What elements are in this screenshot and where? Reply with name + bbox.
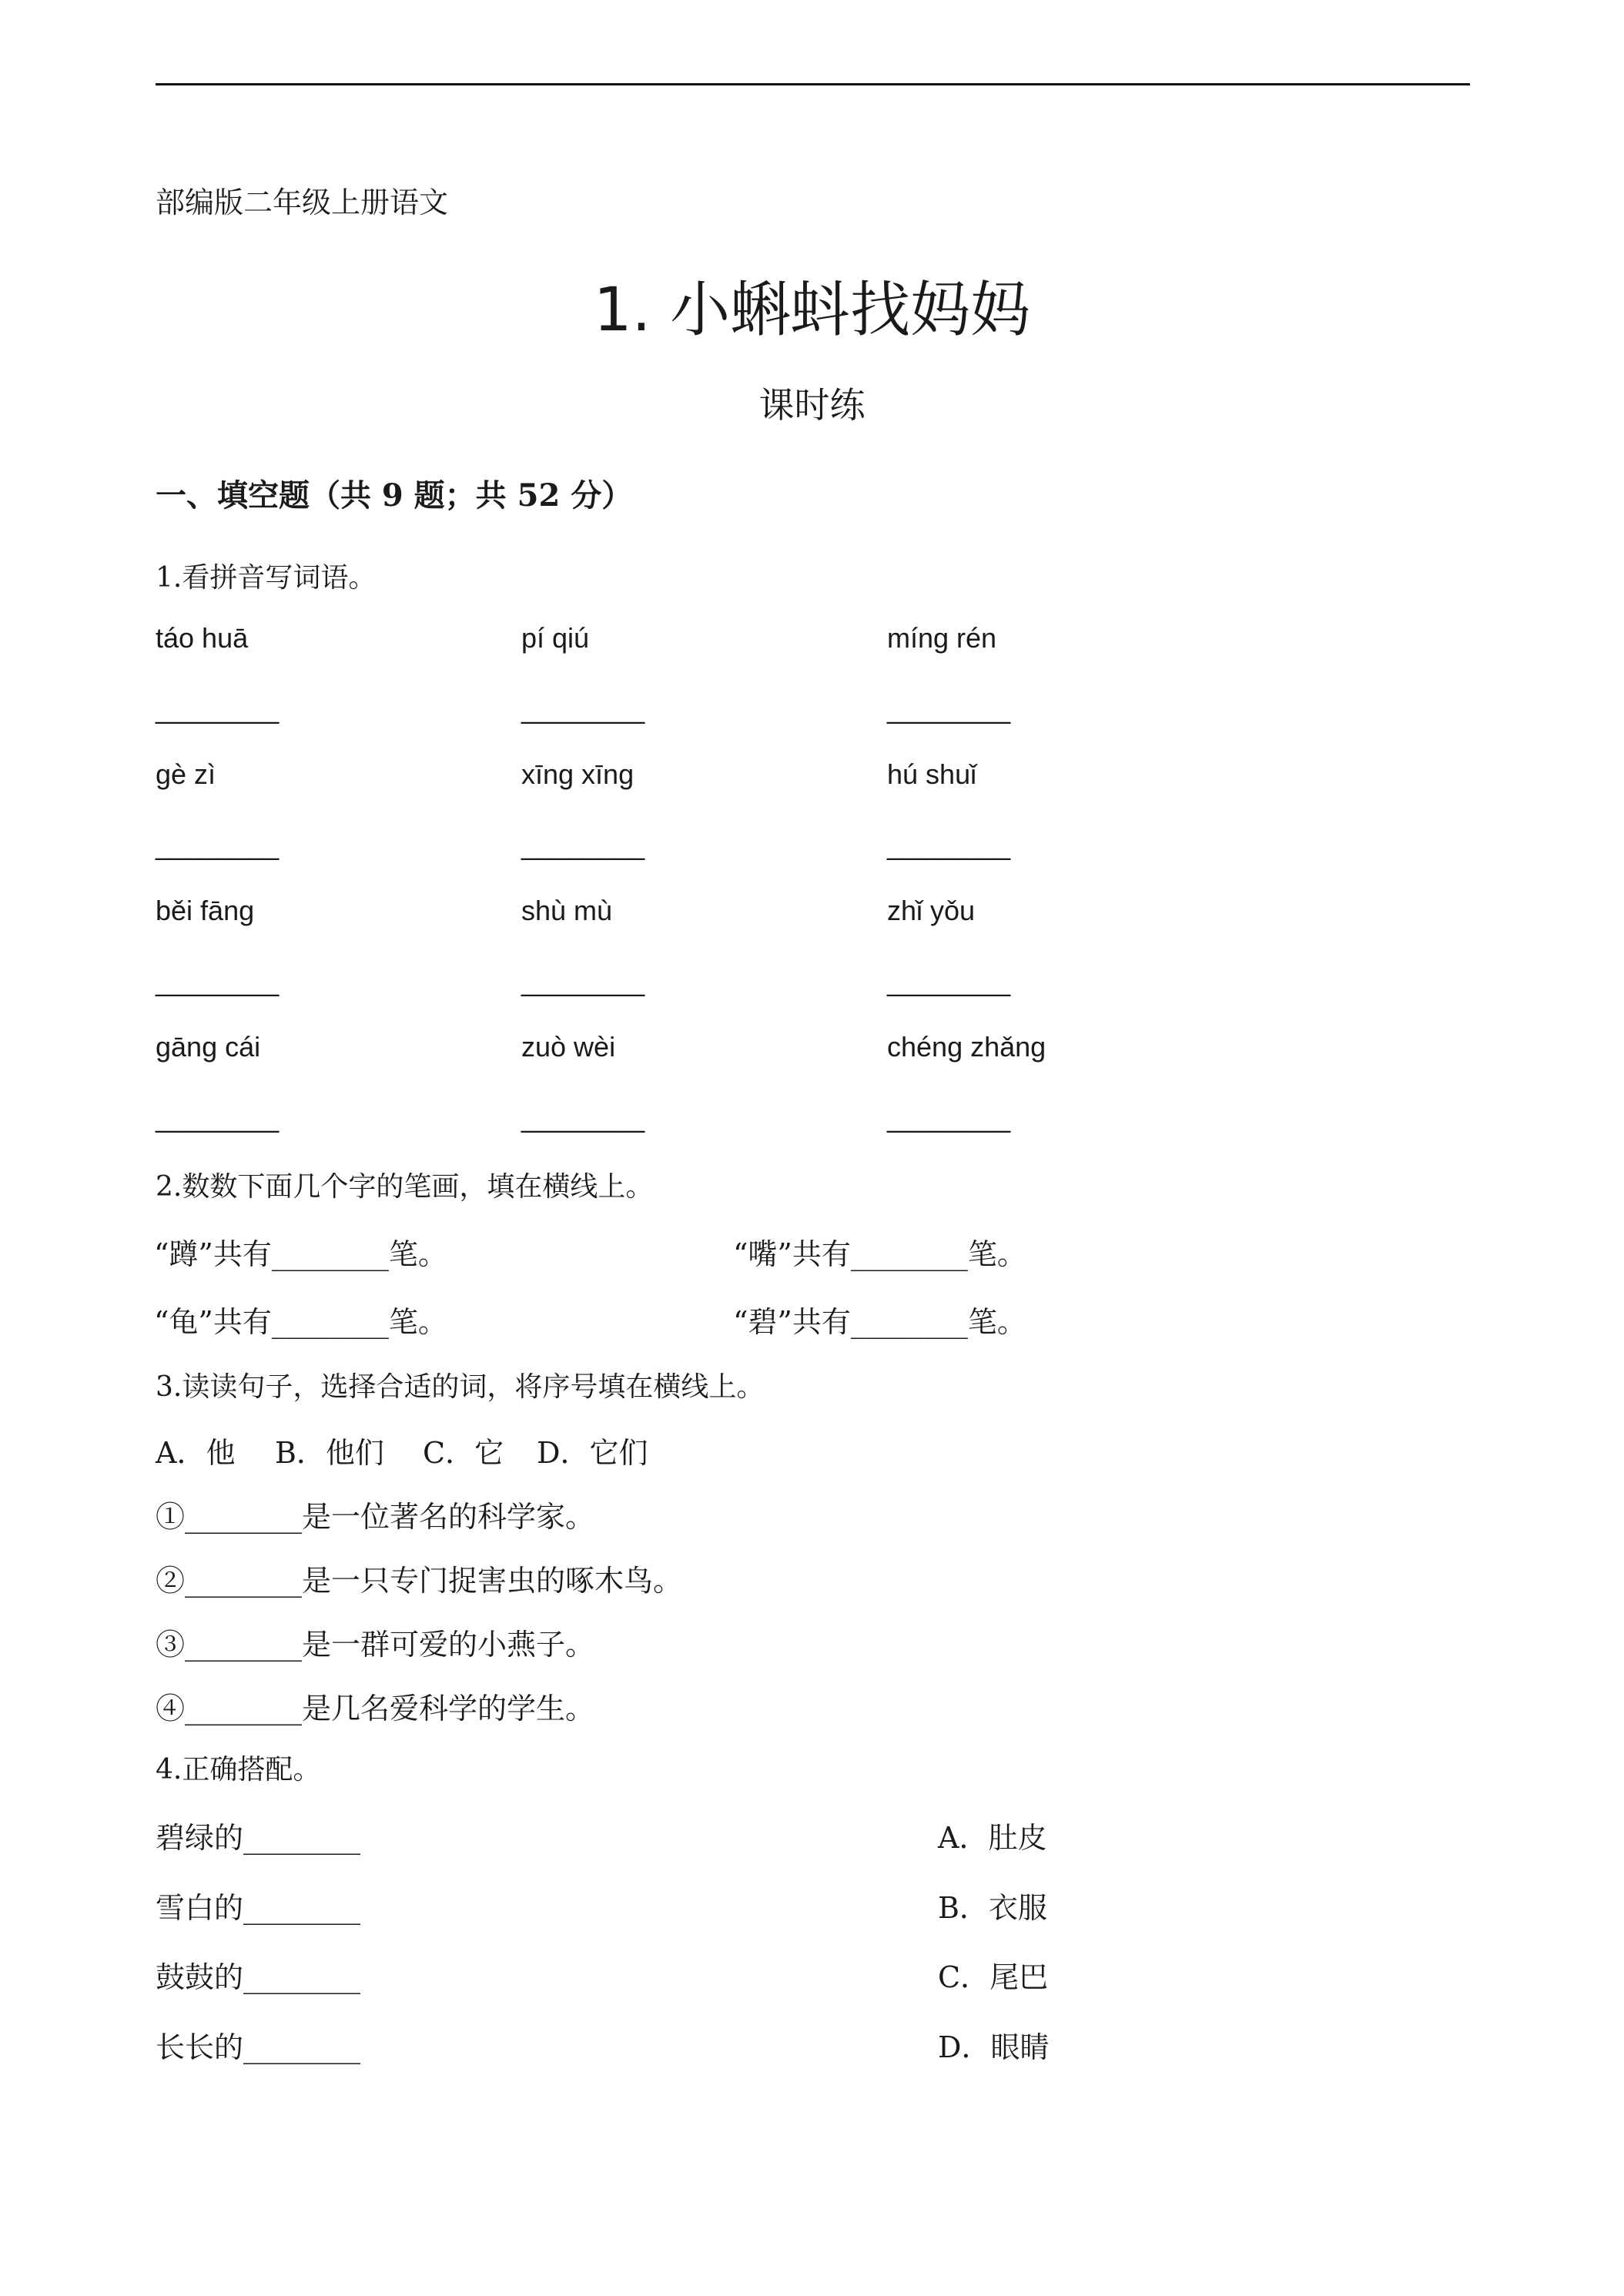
- pinyin-item: míng rén: [887, 622, 997, 654]
- page-subtitle: 课时练: [758, 384, 866, 426]
- match-right-item: B．衣服: [938, 1891, 1047, 1925]
- pinyin-item: hú shuǐ: [887, 758, 977, 790]
- match-right-item: A．肚皮: [938, 1821, 1047, 1855]
- answer-blank[interactable]: ________: [156, 693, 280, 725]
- option-d: D．它们: [537, 1436, 648, 1470]
- match-right-item: D．眼睛: [938, 2030, 1050, 2064]
- answer-blank[interactable]: ________: [156, 966, 280, 997]
- answer-blank[interactable]: ________: [887, 1102, 1011, 1133]
- section-heading: 一、填空题（共 9 题；共 52 分）: [156, 477, 633, 514]
- pinyin-item: táo huā: [156, 622, 249, 654]
- stroke-count-item[interactable]: “蹲”共有________笔。: [154, 1237, 447, 1271]
- option-a: A．他: [156, 1436, 236, 1470]
- stroke-count-item[interactable]: “碧”共有________笔。: [733, 1305, 1026, 1339]
- sentence-item[interactable]: ②________是一只专门捉害虫的啄木鸟。: [156, 1564, 683, 1598]
- pinyin-item: gè zì: [156, 758, 216, 790]
- question-2-title: 2.数数下面几个字的笔画，填在横线上。: [156, 1171, 654, 1203]
- option-b: B．他们: [275, 1436, 384, 1470]
- pinyin-item: chéng zhǎng: [887, 1031, 1046, 1063]
- match-right-item: C．尾巴: [938, 1960, 1049, 1994]
- sentence-item[interactable]: ④________是几名爱科学的学生。: [156, 1692, 595, 1725]
- question-4-title: 4.正确搭配。: [156, 1754, 321, 1786]
- option-c: C．它: [423, 1436, 504, 1470]
- answer-blank[interactable]: ________: [156, 829, 280, 861]
- sentence-item[interactable]: ①________是一位著名的科学家。: [156, 1500, 595, 1534]
- match-left-item[interactable]: 雪白的________: [156, 1891, 361, 1925]
- answer-blank[interactable]: ________: [521, 966, 645, 997]
- match-left-item[interactable]: 鼓鼓的________: [156, 1960, 361, 1994]
- answer-blank[interactable]: ________: [887, 693, 1011, 725]
- answer-blank[interactable]: ________: [887, 966, 1011, 997]
- pinyin-item: zuò wèi: [521, 1031, 616, 1063]
- stroke-count-item[interactable]: “嘴”共有________笔。: [733, 1237, 1026, 1271]
- question-1-title: 1.看拼音写词语。: [156, 562, 377, 594]
- pinyin-item: běi fāng: [156, 895, 255, 926]
- match-left-item[interactable]: 碧绿的________: [156, 1821, 361, 1855]
- page-title: 1. 小蝌蚪找妈妈: [593, 276, 1031, 345]
- pinyin-item: xīng xīng: [521, 758, 635, 790]
- answer-blank[interactable]: ________: [887, 829, 1011, 861]
- pinyin-item: shù mù: [521, 895, 613, 926]
- answer-blank[interactable]: ________: [156, 1102, 280, 1133]
- answer-blank[interactable]: ________: [521, 829, 645, 861]
- answer-blank[interactable]: ________: [521, 693, 645, 725]
- answer-blank[interactable]: ________: [521, 1102, 645, 1133]
- header-rule: [156, 83, 1470, 85]
- question-3-title: 3.读读句子，选择合适的词，将序号填在横线上。: [156, 1371, 765, 1403]
- header-label: 部编版二年级上册语文: [156, 186, 449, 219]
- pinyin-item: pí qiú: [521, 622, 590, 654]
- sentence-item[interactable]: ③________是一群可爱的小燕子。: [156, 1628, 595, 1662]
- match-left-item[interactable]: 长长的________: [156, 2030, 361, 2064]
- pinyin-item: zhǐ yǒu: [887, 895, 976, 926]
- pinyin-item: gāng cái: [156, 1031, 261, 1063]
- stroke-count-item[interactable]: “龟”共有________笔。: [154, 1305, 447, 1339]
